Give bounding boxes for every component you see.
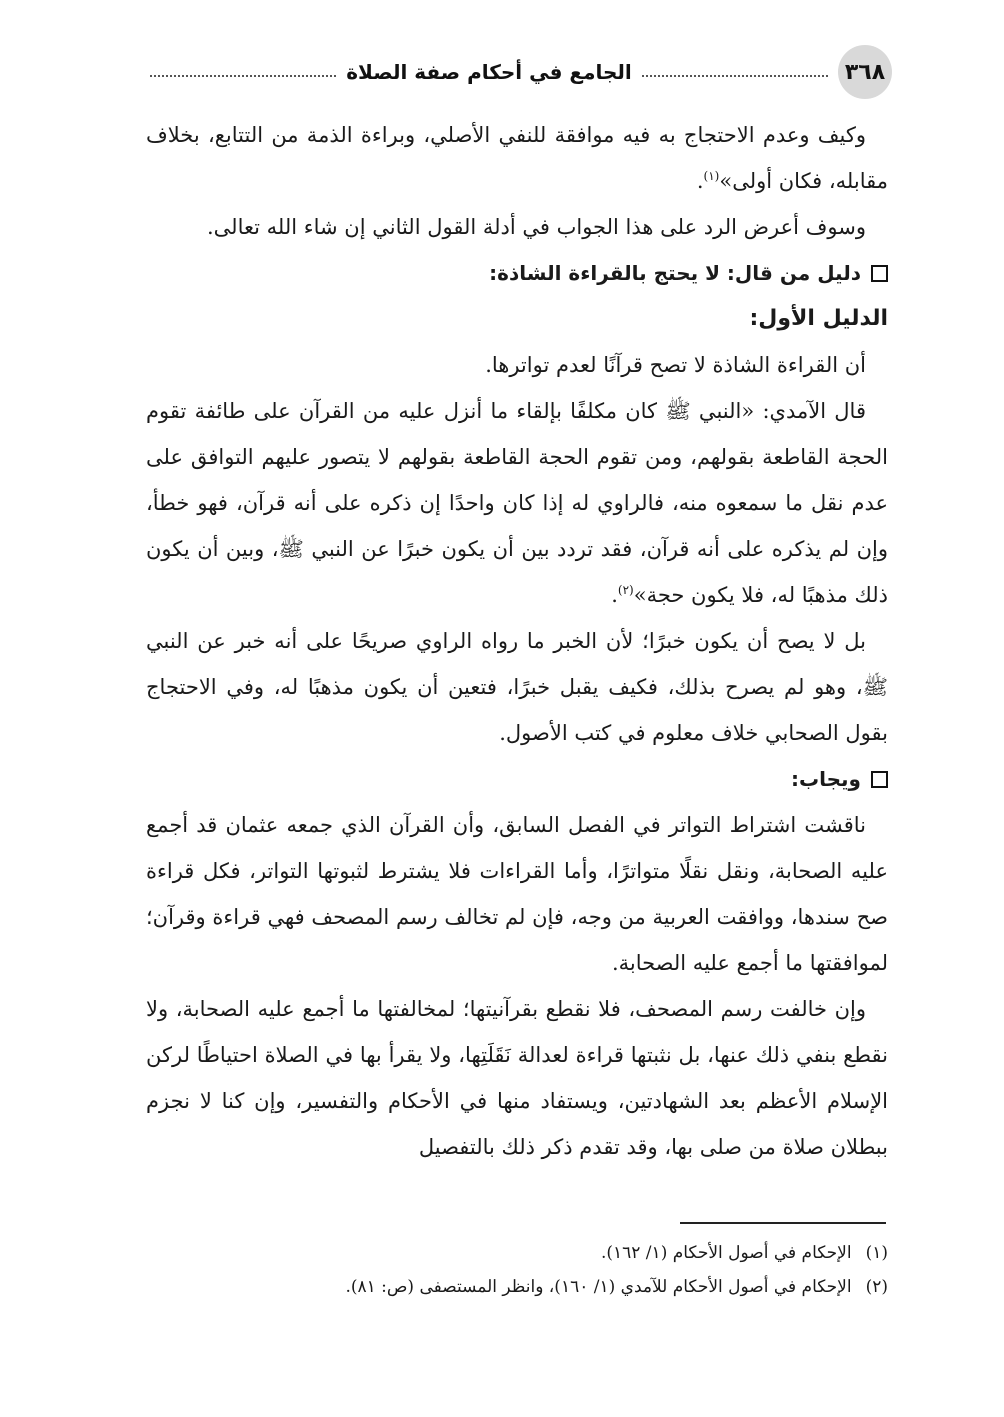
page-header <box>140 44 892 100</box>
header-dotted-leader <box>150 75 336 77</box>
footnote-number: (٢) <box>865 1277 888 1297</box>
running-title: الجامع في أحكام صفة الصلاة <box>346 60 632 84</box>
subsection-heading: الدليل الأول: <box>749 306 888 331</box>
footnote <box>146 1236 888 1270</box>
square-bullet-icon <box>871 265 888 282</box>
footnote-text: الإحكام في أصول الأحكام (١/ ١٦٢). <box>600 1243 852 1263</box>
paragraph: وكيف وعدم الاحتجاج به فيه موافقة للنفي الأصلي، وبراءة الذمة من التتابع، بخلاف مقابله، فكان أولى»$^{(١)}$. <box>146 123 888 193</box>
footnote-ref[interactable]: (٢) <box>617 583 634 597</box>
footnote-separator <box>680 1222 886 1224</box>
page-number: ٣٦٨ <box>838 45 892 99</box>
main-text <box>146 112 888 1170</box>
paragraph: قال الآمدي: «النبي ﷺ كان مكلفًا بإلقاء ما أنزل عليه من القرآن على طائفة تقوم الحجة القاطعة بقولهم، ومن تقوم الحجة القاطعة بقولهم لا يتصور عليهم التوافق على عدم نقل ما سمعوه منه، فالراوي له إذا كان واحدًا إن ذكره على أنه قرآن، فهو خطأ، وإن لم يذكره على أنه قرآن، فقد تردد بين أن يكون خبرًا عن النبي ﷺ، وبين أن يكون ذلك مذهبًا له، فلا يكون حجة»$^{(٢)}$. <box>146 399 888 607</box>
footnote-number: (١) <box>865 1243 888 1263</box>
footnote-ref[interactable]: (١) <box>703 169 720 183</box>
paragraph: ناقشت اشتراط التواتر في الفصل السابق، وأن القرآن الذي جمعه عثمان قد أجمع عليه الصحابة، ونقل نقلًا متواترًا، وأما القراءات فلا يشترط لثبوتها التواتر، فكل قراءة صح سندها، ووافقت العربية من وجه، فإن لم تخالف رسم المصحف فهي قراءة وقرآن؛ لموافقتها ما أجمع عليه الصحابة. <box>146 813 888 975</box>
paragraph: وإن خالفت رسم المصحف، فلا نقطع بقرآنيتها؛ لمخالفتها ما أجمع عليه الصحابة، ولا نقطع بنفي ذلك عنها، بل نثبتها قراءة لعدالة نَقَلَتِها، ولا يقرأ بها في الصلاة احتياطًا لركن الإسلام الأعظم بعد الشهادتين، ويستفاد منها في الأحكام والتفسير، وإن كنا لا نجزم ببطلان صلاة من صلى بها، وقد تقدم ذكر ذلك بالتفصيل <box>146 997 888 1159</box>
square-bullet-icon <box>871 771 888 788</box>
footnotes <box>146 1236 888 1304</box>
header-dotted-leader <box>642 75 828 77</box>
footnote-text: الإحكام في أصول الأحكام للآمدي (١/ ١٦٠)، وانظر المستصفى (ص: ٨١). <box>345 1277 852 1297</box>
paragraph: أن القراءة الشاذة لا تصح قرآنًا لعدم تواترها. <box>485 353 866 377</box>
footnote <box>146 1270 888 1304</box>
section-heading: ويجاب: <box>146 756 888 802</box>
section-heading: دليل من قال: لا يحتج بالقراءة الشاذة: <box>146 250 888 296</box>
paragraph: وسوف أعرض الرد على هذا الجواب في أدلة القول الثاني إن شاء الله تعالى. <box>207 215 866 239</box>
paragraph: بل لا يصح أن يكون خبرًا؛ لأن الخبر ما رواه الراوي صريحًا على أنه خبر عن النبي ﷺ، وهو لم يصرح بذلك، فكيف يقبل خبرًا، فتعين أن يكون مذهبًا له، وفي الاحتجاج بقول الصحابي خلاف معلوم في كتب الأصول. <box>146 629 888 745</box>
